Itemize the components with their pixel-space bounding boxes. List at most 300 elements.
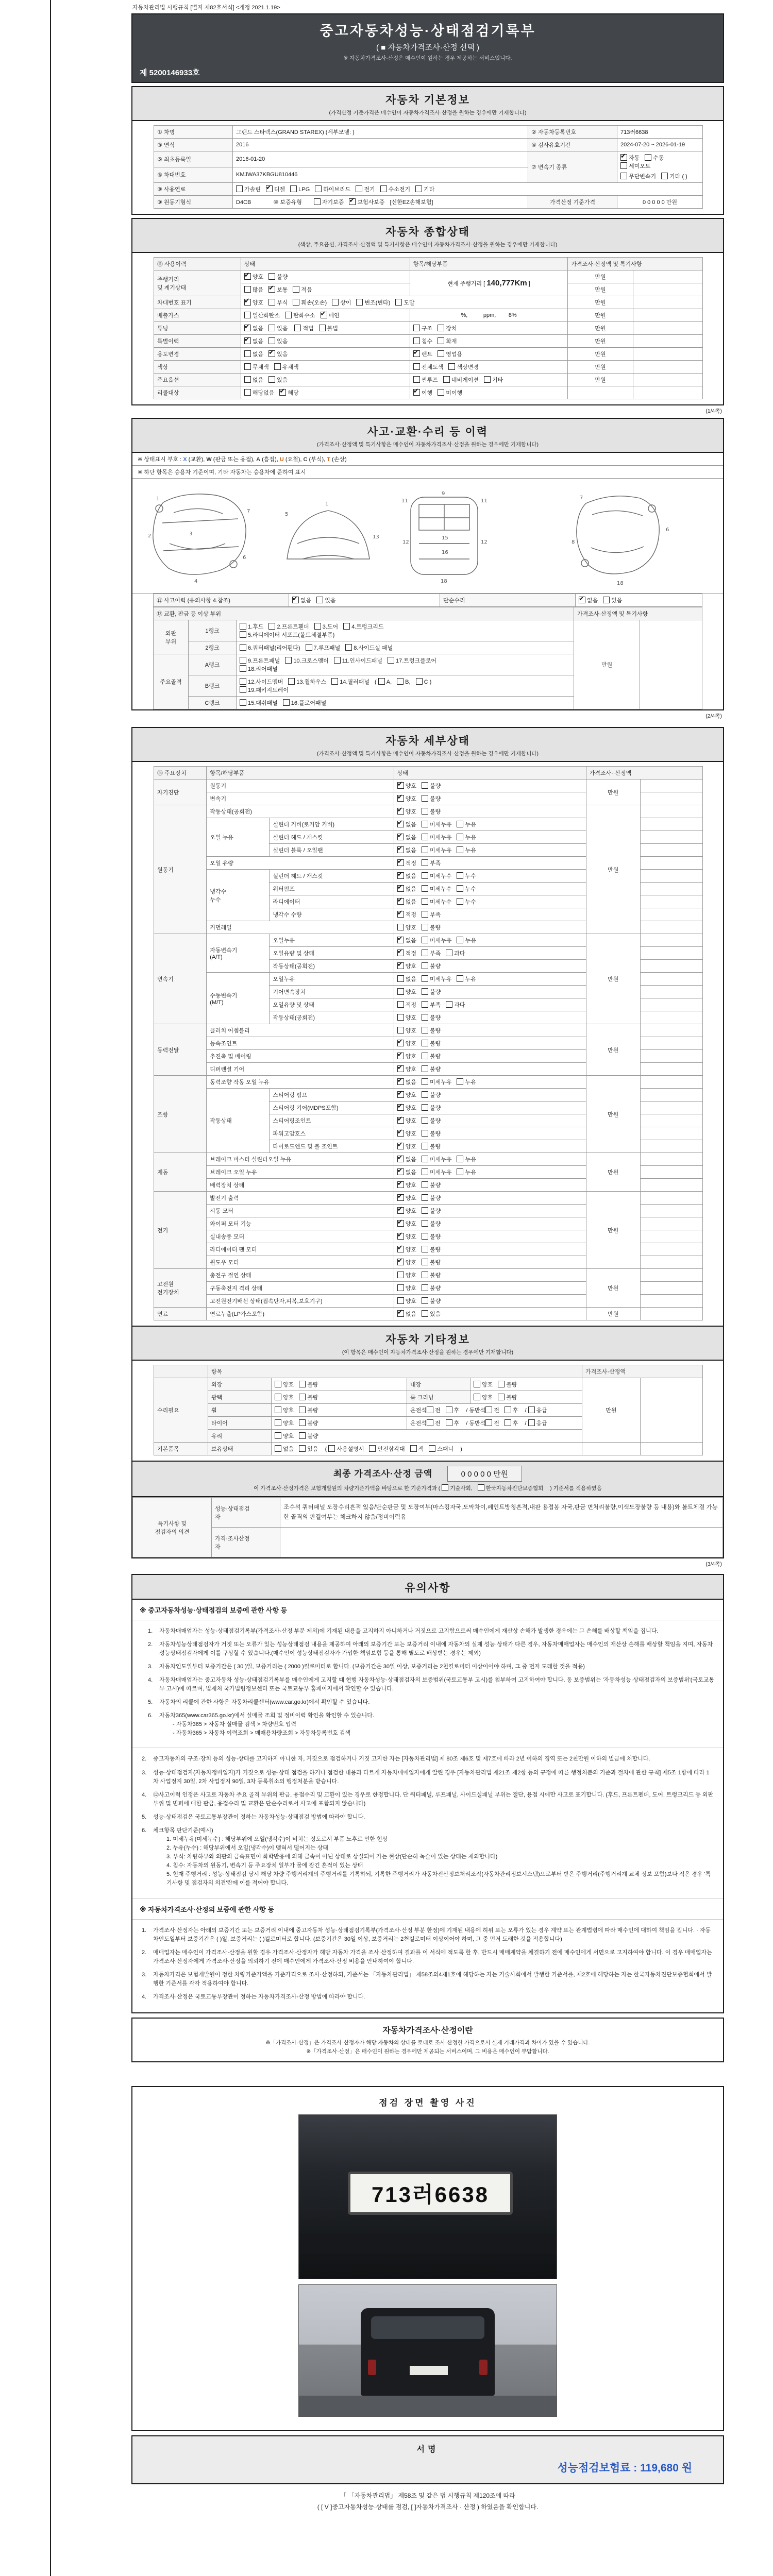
checkbox[interactable] xyxy=(457,1156,463,1162)
checkbox-option[interactable] xyxy=(380,187,411,193)
checkbox-option[interactable] xyxy=(397,796,416,802)
checkbox-option[interactable] xyxy=(427,1420,441,1427)
checkbox[interactable] xyxy=(288,678,295,685)
checkbox-option[interactable] xyxy=(422,822,452,828)
checkbox[interactable] xyxy=(422,1104,428,1111)
checkbox-option[interactable] xyxy=(446,1420,460,1427)
checkbox[interactable] xyxy=(429,1445,435,1452)
checkbox[interactable] xyxy=(244,273,251,280)
checkbox-option[interactable] xyxy=(422,886,452,892)
checkbox-option[interactable] xyxy=(415,187,434,193)
checkbox[interactable] xyxy=(457,834,463,840)
checkbox-option[interactable] xyxy=(422,1028,441,1034)
checkbox[interactable] xyxy=(422,1194,428,1201)
checkbox[interactable] xyxy=(244,363,251,370)
checkbox-option[interactable] xyxy=(266,187,285,193)
checkbox-option[interactable] xyxy=(484,377,503,383)
checkbox-option[interactable] xyxy=(397,1157,416,1163)
checkbox[interactable] xyxy=(240,657,246,664)
checkbox[interactable] xyxy=(422,1027,428,1033)
checkbox-option[interactable] xyxy=(397,1015,416,1021)
checkbox-option[interactable] xyxy=(275,1433,294,1439)
checkbox-option[interactable] xyxy=(485,1408,499,1414)
checkbox[interactable] xyxy=(268,286,275,293)
checkbox[interactable] xyxy=(484,376,491,383)
checkbox-option[interactable] xyxy=(268,377,288,383)
checkbox-option[interactable] xyxy=(397,899,416,905)
checkbox[interactable] xyxy=(378,678,385,685)
checkbox[interactable] xyxy=(427,1406,433,1413)
checkbox[interactable] xyxy=(397,1168,404,1175)
checkbox[interactable] xyxy=(422,1297,428,1304)
checkbox-option[interactable] xyxy=(422,796,441,802)
checkbox[interactable] xyxy=(397,950,404,956)
checkbox-option[interactable] xyxy=(397,1041,416,1047)
checkbox-option[interactable] xyxy=(422,1285,441,1292)
checkbox-option[interactable] xyxy=(422,912,441,918)
checkbox-option[interactable] xyxy=(422,1041,441,1047)
checkbox-option[interactable] xyxy=(244,300,263,306)
checkbox[interactable] xyxy=(422,846,428,853)
checkbox-option[interactable] xyxy=(413,377,438,383)
checkbox-option[interactable] xyxy=(244,326,263,332)
checkbox-option[interactable] xyxy=(328,1446,364,1452)
checkbox[interactable] xyxy=(356,185,362,192)
checkbox-option[interactable] xyxy=(397,1260,416,1266)
checkbox[interactable] xyxy=(422,795,428,802)
checkbox-option[interactable] xyxy=(275,1446,294,1452)
checkbox-option[interactable] xyxy=(422,1208,441,1214)
checkbox[interactable] xyxy=(474,1381,480,1387)
checkbox[interactable] xyxy=(240,686,246,693)
checkbox-option[interactable] xyxy=(275,1408,294,1414)
checkbox[interactable] xyxy=(268,376,275,383)
checkbox[interactable] xyxy=(422,924,428,930)
checkbox-option[interactable] xyxy=(620,174,656,180)
checkbox[interactable] xyxy=(369,1445,376,1452)
checkbox-option[interactable] xyxy=(345,645,393,651)
checkbox[interactable] xyxy=(422,1220,428,1227)
checkbox[interactable] xyxy=(422,1259,428,1265)
checkbox[interactable] xyxy=(416,678,423,685)
checkbox[interactable] xyxy=(321,312,327,318)
checkbox-option[interactable] xyxy=(397,1118,416,1124)
checkbox[interactable] xyxy=(315,185,322,192)
checkbox-option[interactable] xyxy=(244,377,263,383)
checkbox[interactable] xyxy=(279,389,286,396)
checkbox-option[interactable] xyxy=(299,1446,318,1452)
checkbox[interactable] xyxy=(457,898,463,905)
checkbox[interactable] xyxy=(422,859,428,866)
checkbox-option[interactable] xyxy=(314,199,344,206)
checkbox-option[interactable] xyxy=(397,989,416,995)
checkbox-option[interactable] xyxy=(429,1446,453,1452)
checkbox[interactable] xyxy=(275,1394,281,1400)
checkbox-option[interactable] xyxy=(422,989,441,995)
checkbox-option[interactable] xyxy=(474,1395,493,1401)
checkbox-option[interactable] xyxy=(422,1247,441,1253)
checkbox[interactable] xyxy=(397,1001,404,1008)
checkbox-option[interactable] xyxy=(422,925,441,931)
checkbox-option[interactable] xyxy=(397,835,416,841)
checkbox[interactable] xyxy=(244,325,251,331)
checkbox[interactable] xyxy=(283,699,290,706)
checkbox[interactable] xyxy=(343,623,350,630)
checkbox-option[interactable] xyxy=(422,1298,441,1304)
checkbox[interactable] xyxy=(397,1310,404,1317)
checkbox-option[interactable] xyxy=(397,848,416,854)
checkbox[interactable] xyxy=(306,644,312,651)
checkbox-option[interactable] xyxy=(397,873,416,879)
checkbox-option[interactable] xyxy=(422,963,441,970)
checkbox[interactable] xyxy=(410,1445,417,1452)
checkbox-option[interactable] xyxy=(397,1028,416,1034)
checkbox[interactable] xyxy=(397,1027,404,1033)
checkbox[interactable] xyxy=(285,312,292,318)
checkbox-option[interactable] xyxy=(438,351,462,358)
checkbox[interactable] xyxy=(422,1168,428,1175)
checkbox[interactable] xyxy=(397,808,404,815)
checkbox-option[interactable] xyxy=(397,1131,416,1137)
checkbox-option[interactable] xyxy=(474,1382,493,1388)
checkbox[interactable] xyxy=(397,795,404,802)
checkbox[interactable] xyxy=(240,644,246,651)
checkbox-option[interactable] xyxy=(299,1408,318,1414)
checkbox-option[interactable] xyxy=(457,1157,476,1163)
checkbox[interactable] xyxy=(422,834,428,840)
checkbox[interactable] xyxy=(240,623,246,630)
checkbox[interactable] xyxy=(299,1394,306,1400)
checkbox[interactable] xyxy=(422,937,428,943)
checkbox[interactable] xyxy=(422,1130,428,1137)
checkbox-option[interactable] xyxy=(422,1105,441,1111)
checkbox-option[interactable] xyxy=(397,1170,416,1176)
checkbox[interactable] xyxy=(397,924,404,930)
checkbox-option[interactable] xyxy=(321,313,340,319)
checkbox[interactable] xyxy=(413,376,420,383)
checkbox-option[interactable] xyxy=(661,174,687,180)
checkbox[interactable] xyxy=(268,273,275,280)
checkbox-option[interactable] xyxy=(422,809,441,815)
checkbox-option[interactable] xyxy=(268,338,288,345)
checkbox[interactable] xyxy=(268,350,275,357)
checkbox[interactable] xyxy=(457,885,463,892)
checkbox-option[interactable] xyxy=(397,938,416,944)
checkbox[interactable] xyxy=(395,299,402,306)
checkbox-option[interactable] xyxy=(343,624,383,630)
checkbox[interactable] xyxy=(422,1310,428,1317)
checkbox-option[interactable] xyxy=(283,700,326,706)
checkbox-option[interactable] xyxy=(315,187,350,193)
checkbox[interactable] xyxy=(314,623,321,630)
checkbox[interactable] xyxy=(397,911,404,918)
checkbox-option[interactable] xyxy=(244,313,280,319)
checkbox[interactable] xyxy=(292,597,299,603)
checkbox[interactable] xyxy=(415,185,422,192)
checkbox-option[interactable] xyxy=(397,1311,416,1317)
checkbox[interactable] xyxy=(299,1419,306,1426)
checkbox-option[interactable] xyxy=(240,687,289,693)
checkbox-option[interactable] xyxy=(244,287,263,293)
checkbox[interactable] xyxy=(275,1419,281,1426)
checkbox-option[interactable] xyxy=(397,1273,416,1279)
checkbox[interactable] xyxy=(422,808,428,815)
checkbox[interactable] xyxy=(438,389,444,396)
checkbox[interactable] xyxy=(397,1181,404,1188)
checkbox-option[interactable] xyxy=(422,1118,441,1124)
checkbox[interactable] xyxy=(397,975,404,982)
checkbox[interactable] xyxy=(457,846,463,853)
checkbox-option[interactable] xyxy=(395,300,414,306)
checkbox-option[interactable] xyxy=(422,1195,441,1201)
checkbox-option[interactable] xyxy=(422,848,452,854)
checkbox[interactable] xyxy=(299,1381,306,1387)
checkbox[interactable] xyxy=(485,1406,492,1413)
checkbox-option[interactable] xyxy=(422,1131,441,1137)
checkbox-option[interactable] xyxy=(498,1395,517,1401)
checkbox-option[interactable] xyxy=(316,598,335,604)
checkbox[interactable] xyxy=(268,623,275,630)
checkbox-option[interactable] xyxy=(416,679,432,685)
checkbox[interactable] xyxy=(422,1065,428,1072)
checkbox[interactable] xyxy=(397,1284,404,1291)
checkbox-option[interactable] xyxy=(528,1408,547,1414)
checkbox-option[interactable] xyxy=(356,300,390,306)
checkbox[interactable] xyxy=(438,325,444,331)
checkbox[interactable] xyxy=(457,1168,463,1175)
checkbox-option[interactable] xyxy=(485,1420,499,1427)
checkbox-option[interactable] xyxy=(413,326,432,332)
checkbox-option[interactable] xyxy=(422,1234,441,1240)
checkbox[interactable] xyxy=(299,1445,306,1452)
checkbox[interactable] xyxy=(457,975,463,982)
checkbox[interactable] xyxy=(274,363,281,370)
checkbox[interactable] xyxy=(397,1194,404,1201)
checkbox[interactable] xyxy=(244,337,251,344)
checkbox[interactable] xyxy=(422,1272,428,1278)
checkbox[interactable] xyxy=(457,1078,463,1085)
checkbox[interactable] xyxy=(438,337,444,344)
checkbox[interactable] xyxy=(446,1406,452,1413)
checkbox[interactable] xyxy=(457,937,463,943)
checkbox[interactable] xyxy=(356,299,363,306)
checkbox[interactable] xyxy=(422,821,428,827)
checkbox-option[interactable] xyxy=(397,1298,416,1304)
checkbox-option[interactable] xyxy=(240,658,280,664)
checkbox[interactable] xyxy=(332,299,339,306)
checkbox[interactable] xyxy=(579,597,585,603)
checkbox-option[interactable] xyxy=(422,1273,441,1279)
checkbox[interactable] xyxy=(422,962,428,969)
checkbox-option[interactable] xyxy=(397,1105,416,1111)
checkbox[interactable] xyxy=(397,962,404,969)
checkbox-option[interactable] xyxy=(292,598,311,604)
checkbox-option[interactable] xyxy=(478,1485,544,1492)
checkbox[interactable] xyxy=(603,597,610,603)
checkbox[interactable] xyxy=(236,185,243,192)
checkbox[interactable] xyxy=(268,337,275,344)
checkbox-option[interactable] xyxy=(294,326,313,332)
checkbox-option[interactable] xyxy=(422,976,452,982)
checkbox-option[interactable] xyxy=(331,679,369,685)
checkbox[interactable] xyxy=(299,1406,306,1413)
checkbox[interactable] xyxy=(397,988,404,995)
checkbox-option[interactable] xyxy=(306,645,341,651)
checkbox[interactable] xyxy=(290,185,297,192)
checkbox[interactable] xyxy=(413,337,420,344)
checkbox[interactable] xyxy=(244,376,251,383)
checkbox[interactable] xyxy=(422,872,428,879)
checkbox-option[interactable] xyxy=(334,658,382,664)
checkbox-option[interactable] xyxy=(236,187,261,193)
checkbox-option[interactable] xyxy=(240,700,278,706)
checkbox[interactable] xyxy=(422,1181,428,1188)
checkbox-option[interactable] xyxy=(457,1079,476,1086)
checkbox[interactable] xyxy=(620,173,627,179)
checkbox[interactable] xyxy=(422,1040,428,1046)
checkbox-option[interactable] xyxy=(422,1066,441,1073)
checkbox-option[interactable] xyxy=(285,658,328,664)
checkbox-option[interactable] xyxy=(397,822,416,828)
checkbox[interactable] xyxy=(244,312,251,318)
checkbox-option[interactable] xyxy=(413,351,432,358)
checkbox-option[interactable] xyxy=(457,976,476,982)
checkbox-option[interactable] xyxy=(397,1092,416,1098)
checkbox-option[interactable] xyxy=(422,1260,441,1266)
checkbox-option[interactable] xyxy=(314,624,338,630)
checkbox-option[interactable] xyxy=(299,1420,318,1427)
checkbox-option[interactable] xyxy=(457,835,476,841)
checkbox[interactable] xyxy=(422,885,428,892)
checkbox-option[interactable] xyxy=(457,938,476,944)
checkbox[interactable] xyxy=(661,173,668,179)
checkbox-option[interactable] xyxy=(240,632,334,638)
checkbox-option[interactable] xyxy=(293,287,312,293)
checkbox-option[interactable] xyxy=(422,1054,441,1060)
checkbox-option[interactable] xyxy=(422,1144,441,1150)
checkbox-option[interactable] xyxy=(422,873,452,879)
checkbox-option[interactable] xyxy=(442,1485,473,1492)
checkbox[interactable] xyxy=(485,1419,492,1426)
checkbox-option[interactable] xyxy=(422,1015,441,1021)
checkbox[interactable] xyxy=(275,1445,281,1452)
checkbox-option[interactable] xyxy=(579,598,598,604)
checkbox[interactable] xyxy=(620,154,627,161)
checkbox-option[interactable] xyxy=(422,1311,441,1317)
checkbox-option[interactable] xyxy=(457,886,476,892)
checkbox[interactable] xyxy=(240,678,246,685)
checkbox-option[interactable] xyxy=(378,679,392,685)
checkbox-option[interactable] xyxy=(268,300,288,306)
checkbox[interactable] xyxy=(397,1272,404,1278)
checkbox[interactable] xyxy=(397,1246,404,1252)
checkbox[interactable] xyxy=(397,1117,404,1124)
checkbox[interactable] xyxy=(422,988,428,995)
checkbox[interactable] xyxy=(397,1207,404,1214)
checkbox-option[interactable] xyxy=(528,1420,547,1427)
checkbox-option[interactable] xyxy=(422,951,441,957)
checkbox[interactable] xyxy=(397,1297,404,1304)
checkbox-option[interactable] xyxy=(603,598,622,604)
checkbox-option[interactable] xyxy=(457,822,476,828)
checkbox-option[interactable] xyxy=(457,848,476,854)
checkbox[interactable] xyxy=(388,657,394,664)
checkbox[interactable] xyxy=(397,1078,404,1085)
checkbox[interactable] xyxy=(474,1394,480,1400)
checkbox[interactable] xyxy=(268,325,275,331)
checkbox[interactable] xyxy=(266,185,273,192)
checkbox-option[interactable] xyxy=(397,963,416,970)
checkbox[interactable] xyxy=(397,782,404,789)
checkbox[interactable] xyxy=(413,363,420,370)
checkbox-option[interactable] xyxy=(349,199,384,206)
checkbox-option[interactable] xyxy=(422,1079,452,1086)
checkbox[interactable] xyxy=(413,350,420,357)
checkbox-option[interactable] xyxy=(240,624,263,630)
checkbox[interactable] xyxy=(422,1233,428,1240)
checkbox-option[interactable] xyxy=(397,886,416,892)
checkbox-option[interactable] xyxy=(457,1170,476,1176)
checkbox-option[interactable] xyxy=(332,300,351,306)
checkbox[interactable] xyxy=(446,950,452,956)
checkbox-option[interactable] xyxy=(397,1195,416,1201)
checkbox-option[interactable] xyxy=(422,899,452,905)
checkbox-option[interactable] xyxy=(275,1382,294,1388)
checkbox-option[interactable] xyxy=(446,1002,465,1008)
checkbox-option[interactable] xyxy=(422,938,452,944)
checkbox[interactable] xyxy=(498,1381,505,1387)
checkbox[interactable] xyxy=(457,872,463,879)
checkbox[interactable] xyxy=(285,657,292,664)
checkbox-option[interactable] xyxy=(240,645,300,651)
checkbox[interactable] xyxy=(397,678,404,685)
checkbox[interactable] xyxy=(397,1233,404,1240)
checkbox-option[interactable] xyxy=(397,951,416,957)
checkbox[interactable] xyxy=(331,678,338,685)
checkbox-option[interactable] xyxy=(275,1420,294,1427)
checkbox[interactable] xyxy=(240,699,246,706)
checkbox[interactable] xyxy=(413,389,420,396)
checkbox[interactable] xyxy=(293,286,299,293)
checkbox[interactable] xyxy=(505,1406,511,1413)
checkbox-option[interactable] xyxy=(438,390,462,396)
checkbox-option[interactable] xyxy=(244,274,263,280)
checkbox-option[interactable] xyxy=(299,1382,318,1388)
checkbox[interactable] xyxy=(275,1381,281,1387)
checkbox-option[interactable] xyxy=(422,1221,441,1227)
checkbox-option[interactable] xyxy=(268,624,309,630)
checkbox[interactable] xyxy=(448,363,455,370)
checkbox-option[interactable] xyxy=(279,390,298,396)
checkbox[interactable] xyxy=(345,644,352,651)
checkbox[interactable] xyxy=(397,1065,404,1072)
checkbox[interactable] xyxy=(422,1284,428,1291)
checkbox-option[interactable] xyxy=(413,364,444,370)
checkbox[interactable] xyxy=(397,1091,404,1098)
checkbox[interactable] xyxy=(422,1117,428,1124)
checkbox-option[interactable] xyxy=(356,187,375,193)
checkbox[interactable] xyxy=(422,975,428,982)
checkbox-option[interactable] xyxy=(244,338,263,345)
checkbox-option[interactable] xyxy=(397,1066,416,1073)
checkbox-option[interactable] xyxy=(285,313,315,319)
checkbox-option[interactable] xyxy=(268,274,288,280)
checkbox-option[interactable] xyxy=(397,783,416,789)
checkbox-option[interactable] xyxy=(397,1208,416,1214)
checkbox[interactable] xyxy=(620,162,627,169)
checkbox[interactable] xyxy=(397,1104,404,1111)
checkbox-option[interactable] xyxy=(505,1420,518,1427)
